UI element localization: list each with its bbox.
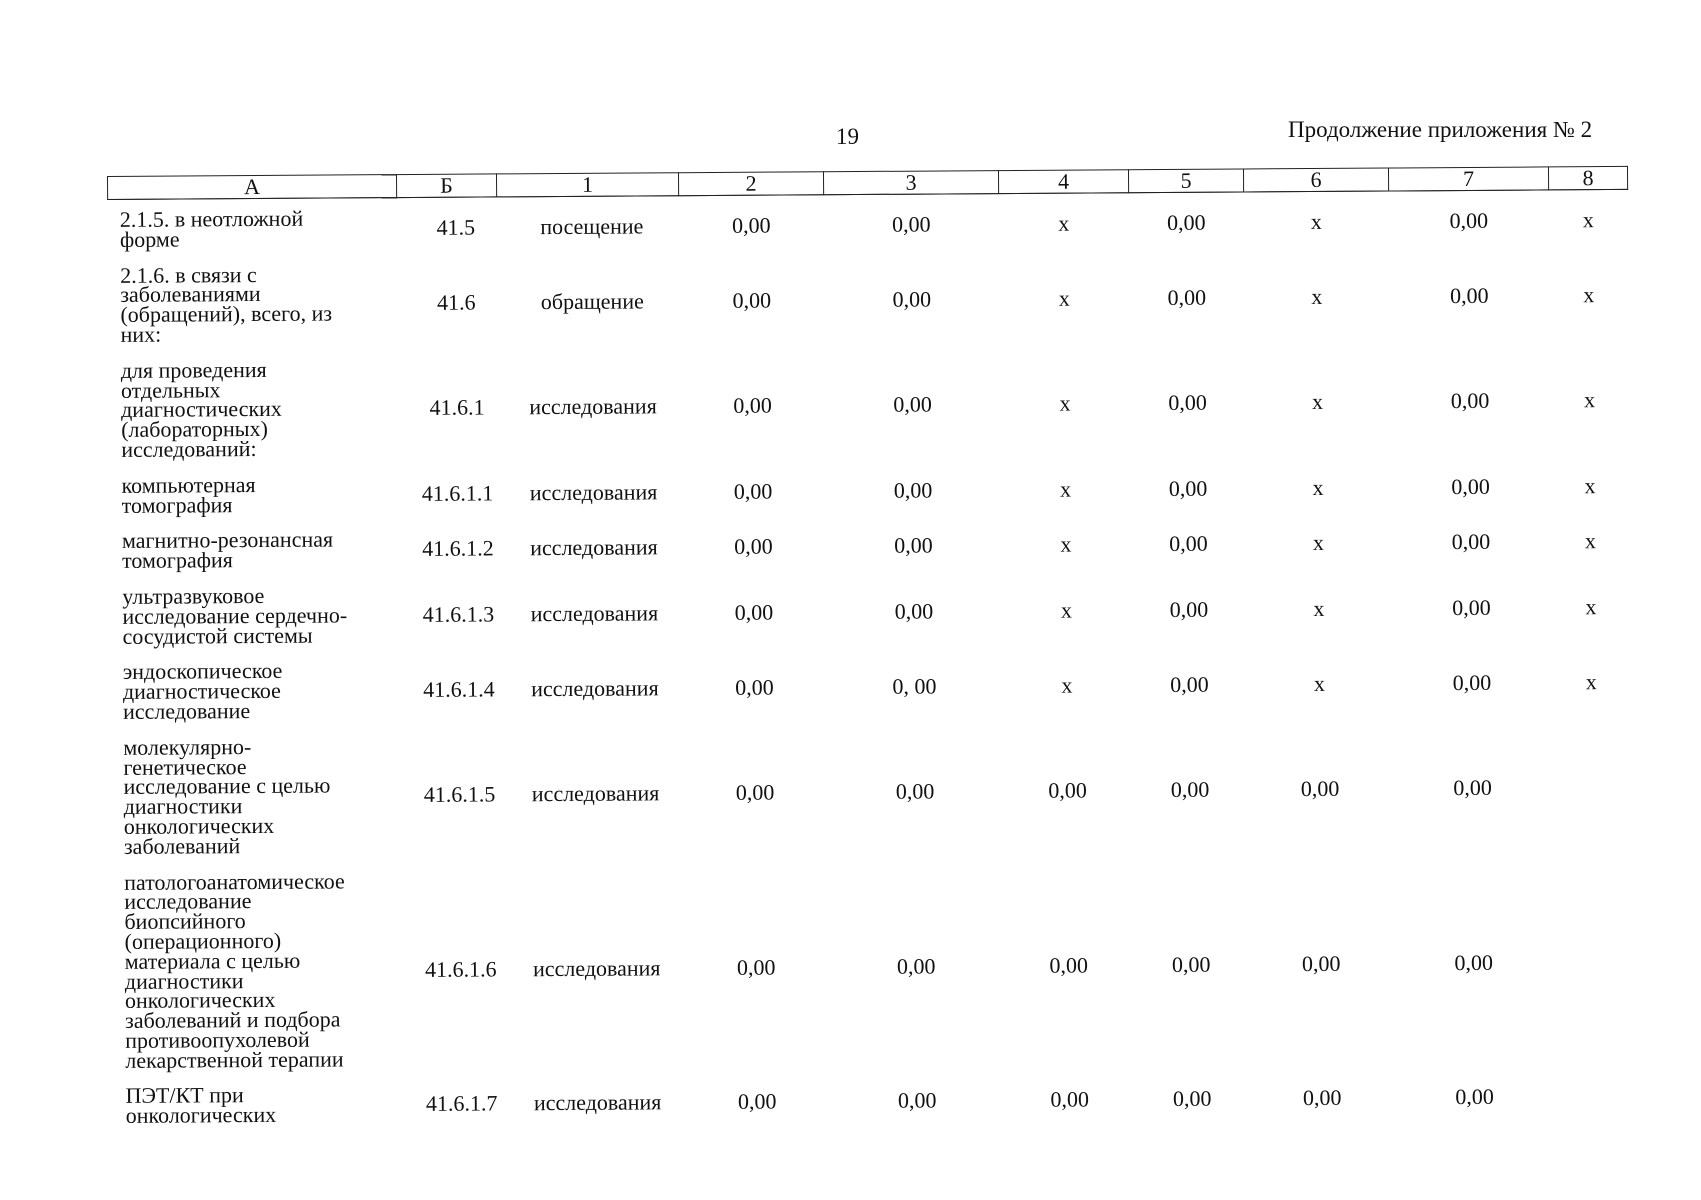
value-cell: 0,00	[735, 674, 774, 700]
row-unit-cell: исследования	[529, 393, 657, 420]
value-cell: 0,00	[735, 779, 775, 806]
table-row	[108, 248, 1629, 353]
table-row	[111, 720, 1632, 865]
value-cell: 0,00	[1453, 775, 1492, 801]
value-cell: х	[1583, 282, 1595, 308]
column-header: Б	[396, 174, 496, 198]
row-label-cell: магнитно-резонансная томография	[121, 526, 334, 574]
column-header: 8	[1548, 166, 1627, 190]
table-row	[113, 1068, 1633, 1134]
value-cell: х	[1311, 389, 1324, 415]
page-number: 19	[836, 124, 859, 149]
continuation-title: Продолжение приложения № 2	[1288, 117, 1593, 142]
value-cell: 0,00	[1049, 952, 1089, 978]
value-cell: 0,00	[894, 598, 934, 624]
value-cell: х	[1583, 387, 1596, 413]
row-code-cell: 41.6.1.2	[422, 535, 494, 562]
value-cell: 0,00	[1168, 475, 1208, 501]
column-header: 3	[823, 171, 998, 195]
value-cell: х	[1313, 671, 1325, 697]
value-cell: 0,00	[1167, 284, 1207, 311]
row-code-cell: 41.6.1.1	[421, 480, 494, 506]
table-row	[111, 644, 1631, 729]
row-unit-cell: исследования	[530, 600, 659, 626]
value-cell	[1552, 720, 1632, 855]
row-code-cell: 41.6.1.7	[425, 1090, 498, 1117]
row-label-cell: эндоскопическое диагностическое исследование	[122, 658, 283, 724]
value-cell: 0,00	[1170, 671, 1209, 698]
table-row	[112, 854, 1633, 1078]
row-unit-cell: посещение	[540, 213, 644, 240]
value-cell: 0,00	[1300, 776, 1340, 802]
table-row	[110, 513, 1630, 579]
row-code-cell: 41.6.1.4	[423, 676, 495, 703]
value-cell: х	[1584, 472, 1596, 498]
value-cell: 0,00	[894, 532, 933, 559]
column-header: 1	[496, 173, 678, 197]
row-label-cell: 2.1.5. в неотложной форме	[119, 205, 304, 252]
value-cell: 0,00	[892, 286, 932, 313]
value-cell: х	[1311, 284, 1323, 310]
value-cell: х	[1584, 528, 1597, 554]
value-cell: х	[1060, 476, 1072, 502]
column-header: 7	[1388, 167, 1548, 191]
data-table	[107, 166, 1634, 1134]
row-label-cell: компьютерная томография	[121, 471, 256, 518]
value-cell: 0,00	[893, 477, 933, 503]
value-cell: 0,00	[1449, 283, 1489, 309]
value-cell: 0,00	[737, 1088, 777, 1115]
value-cell: 0,00	[1169, 530, 1208, 557]
row-code-cell: 41.6.1.5	[423, 781, 496, 808]
value-cell: 0,00	[1450, 388, 1490, 414]
row-label-cell: молекулярно- генетическое исследование с целью диагностики онкологических заболеваний	[123, 733, 331, 859]
value-cell: 0,00	[1301, 950, 1341, 976]
value-cell: 0,00	[1169, 596, 1209, 622]
value-cell: 0,00	[895, 778, 935, 805]
table-row	[109, 343, 1630, 468]
row-label-cell: патологоанатомическое исследование биопсийного (операционного) материала с целью диагностики онкологических заболеваний и подбора противоопухолевой лекарственной терапии	[124, 867, 345, 1073]
value-cell: х	[1585, 669, 1597, 695]
value-cell: х	[1058, 285, 1070, 311]
value-cell: 0,00	[1452, 669, 1492, 696]
value-cell: 0,00	[734, 533, 773, 560]
value-cell: 0,00	[1048, 777, 1087, 803]
value-cell: 0,00	[1171, 951, 1211, 977]
value-cell: 0,00	[893, 391, 932, 418]
row-unit-cell: исследования	[530, 534, 658, 561]
row-code-cell: 41.6.1.6	[424, 956, 497, 982]
value-cell: 0,00	[1170, 776, 1210, 803]
value-cell: х	[1059, 390, 1071, 417]
row-label-cell: ультразвуковое исследование сердечно- сосудистой системы	[122, 582, 348, 649]
value-cell	[1553, 854, 1633, 1068]
row-code-cell: 41.6.1	[429, 394, 485, 421]
value-cell: х	[1582, 207, 1594, 233]
value-cell: х	[1060, 597, 1072, 623]
value-cell: х	[1313, 595, 1325, 621]
row-code-cell: 41.5	[436, 214, 476, 240]
row-label-cell: ПЭТ/КТ при онкологических	[125, 1082, 277, 1129]
value-cell: х	[1061, 672, 1073, 698]
value-cell: х	[1585, 593, 1597, 619]
data-table-wrapper	[107, 166, 1633, 1134]
row-label-cell: для проведения отдельных диагностических (лабораторных) исследований:	[120, 356, 282, 462]
value-cell: 0,00	[897, 1087, 937, 1114]
column-header: 5	[1128, 169, 1243, 193]
value-cell: 0,00	[1449, 207, 1489, 233]
column-header: 2	[678, 172, 823, 196]
table-row	[110, 569, 1630, 654]
value-cell: 0,00	[1166, 209, 1206, 235]
value-cell: 0,00	[1454, 949, 1494, 975]
value-cell: 0,00	[1451, 473, 1490, 499]
value-cell: 0,00	[732, 212, 771, 238]
value-cell: 0,00	[896, 953, 936, 979]
value-cell: 0,00	[1452, 594, 1491, 620]
value-cell	[1554, 1068, 1633, 1124]
column-header: А	[108, 175, 397, 200]
row-unit-cell: исследования	[531, 780, 660, 807]
row-unit-cell: исследования	[533, 1089, 662, 1116]
value-cell: 0,00	[1455, 1084, 1494, 1110]
row-unit-cell: исследования	[531, 675, 659, 702]
value-cell: х	[1310, 208, 1322, 234]
value-cell: 0,00	[1168, 390, 1207, 416]
value-cell: 0,00	[892, 211, 931, 237]
column-header: 6	[1243, 168, 1388, 192]
value-cell: 0,00	[1172, 1086, 1212, 1112]
value-cell: х	[1058, 210, 1070, 236]
table-row	[109, 458, 1629, 524]
row-label-cell: 2.1.6. в связи с заболеваниями (обращений), всего, из них:	[120, 261, 333, 347]
value-cell: х	[1060, 531, 1072, 557]
value-cell: 0,00	[733, 478, 773, 504]
column-header: 4	[998, 170, 1128, 194]
value-cell: 0,00	[736, 954, 776, 980]
row-unit-cell: исследования	[532, 954, 661, 981]
row-unit-cell: исследования	[529, 479, 658, 505]
value-cell: 0,00	[733, 392, 772, 419]
row-unit-cell: обращение	[540, 288, 644, 315]
value-cell: 0, 00	[892, 673, 937, 699]
value-cell: 0,00	[1451, 529, 1491, 555]
row-code-cell: 41.6.1.3	[422, 601, 495, 627]
value-cell: х	[1312, 474, 1324, 500]
value-cell: х	[1312, 530, 1325, 556]
value-cell: 0,00	[732, 287, 772, 314]
table-row	[108, 189, 1628, 257]
value-cell: 0,00	[734, 599, 774, 625]
value-cell: 0,00	[1050, 1086, 1089, 1113]
value-cell: 0,00	[1302, 1085, 1342, 1111]
row-code-cell: 41.6	[437, 289, 476, 316]
